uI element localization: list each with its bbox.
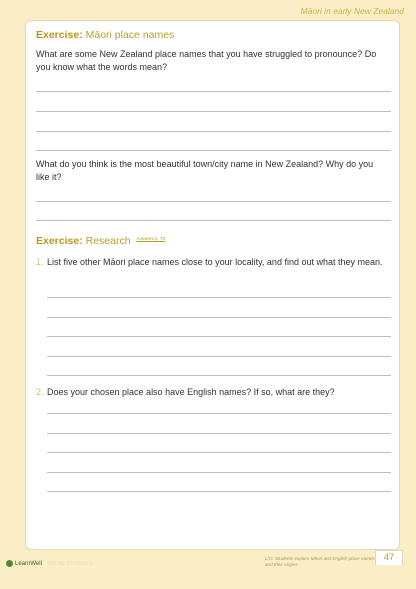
exercise-2-title: Research [85,235,131,247]
answer-line[interactable] [47,491,391,492]
answer-line[interactable] [47,317,391,318]
answer-line[interactable] [36,150,391,151]
answers-reference-link[interactable]: Answers p. 76 [136,236,166,241]
answer-line[interactable] [47,375,391,376]
item-text: Does your chosen place also have English names? If so, what are they? [47,387,335,397]
exercise-1-label: Exercise: [36,29,83,41]
answer-line[interactable] [47,356,391,357]
exercise-2-heading [36,235,165,247]
answer-line[interactable] [36,131,391,132]
item-number: 2. [36,387,44,397]
exercise-1-title: Māori place names [85,29,175,41]
item-number: 1. [36,257,44,267]
answer-line[interactable] [47,413,391,414]
brand-name: LearnWell [15,560,42,567]
answer-line[interactable] [47,472,391,473]
answer-line[interactable] [36,201,391,202]
exercise-1-question-1: What are some New Zealand place names that you have struggled to pronounce? Do you know what the words mean? [36,49,377,72]
answer-line[interactable] [47,433,391,434]
exercise-1-question-2: What do you think is the most beautiful town/city name in New Zealand? Why do you like it? [36,159,374,182]
footer-brand [6,560,92,567]
answer-line[interactable] [47,297,391,298]
answer-line[interactable] [47,452,391,453]
learnwell-logo-icon [6,560,13,567]
answer-line[interactable] [36,220,391,221]
brand-subtitle: SOCIAL STUDIES 5 [46,560,93,567]
exercise-2-label: Exercise: [36,235,83,247]
answer-line[interactable] [36,111,391,112]
answer-line[interactable] [47,336,391,337]
exercise-2-item-1 [36,256,388,269]
worksheet-card [25,20,400,550]
answer-line[interactable] [36,91,391,92]
page-number: 47 [375,550,403,565]
exercise-2-item-2 [36,386,388,399]
item-text: List five other Māori place names close to your locality, and find out what they mean. [47,257,383,267]
exercise-1-heading [36,29,174,41]
learning-objective: L/O: Students explore Māori and English place names and their origins. [265,556,375,567]
header-title: Māori in early New Zealand [300,6,404,16]
